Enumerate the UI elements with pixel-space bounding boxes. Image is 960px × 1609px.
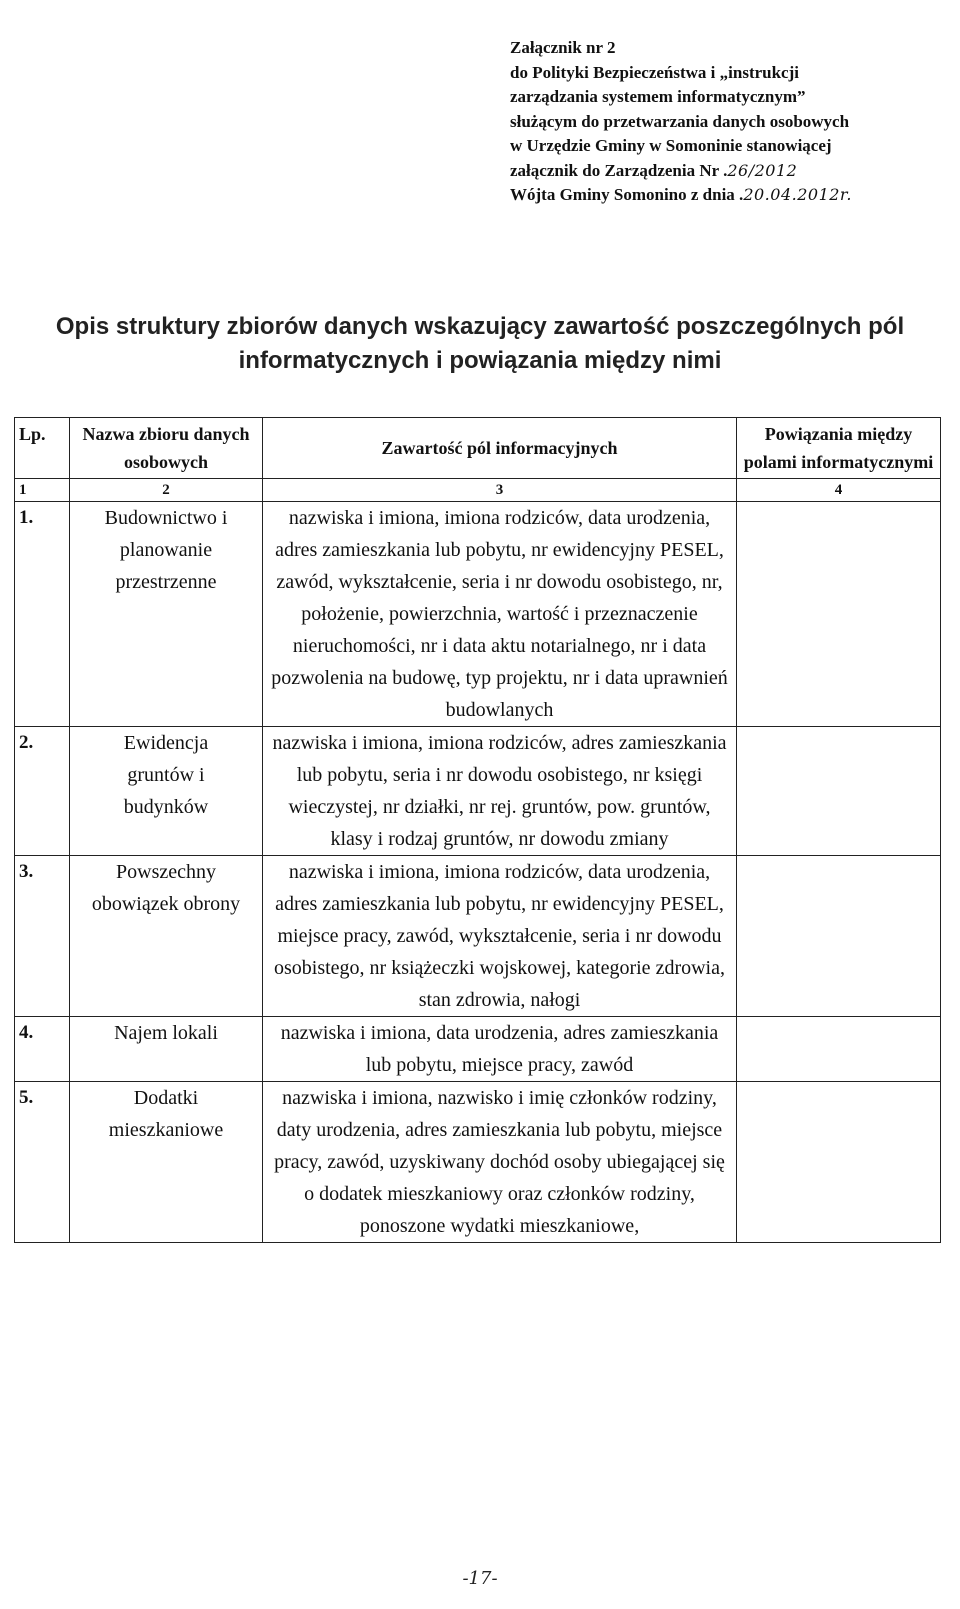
row-lp: 5.: [15, 1082, 70, 1243]
header-line-regulation-number: [510, 159, 950, 184]
row-lp: 3.: [15, 856, 70, 1017]
header-line-policy: do Polityki Bezpieczeństwa i „instrukcji: [510, 62, 799, 82]
row-field-content: nazwiska i imiona, imiona rodziców, data urodzenia, adres zamieszkania lub pobytu, nr ewidencyjny PESEL, miejsce pracy, zawód, wykształcenie, seria i nr dowodu osobistego, nr książeczki wojskowej, kategorie zdrowia, stan zdrowia, nałogi: [263, 856, 737, 1017]
row-dataset-name: Budownictwo i planowanie przestrzenne: [70, 502, 263, 727]
document-title-line-1: Opis struktury zbiorów danych wskazujący zawartość poszczególnych pól: [55, 313, 905, 340]
row-field-relations: [737, 727, 941, 856]
table-row: [15, 856, 941, 1017]
table-row: [15, 727, 941, 856]
row-field-relations: [737, 856, 941, 1017]
row-field-relations: [737, 1017, 941, 1082]
column-number: 1: [15, 479, 70, 502]
header-line-purpose: służącym do przetwarzania danych osobowych: [510, 111, 850, 131]
header-lp: Lp.: [15, 418, 70, 479]
row-lp: 1.: [15, 502, 70, 727]
header-line-office: w Urzędzie Gminy w Somoninie stanowiącej: [510, 136, 832, 155]
column-number-row: [15, 479, 941, 502]
header-field-content: Zawartość pól informacyjnych: [263, 418, 737, 479]
column-number: 3: [263, 479, 737, 502]
row-field-relations: [737, 1082, 941, 1243]
regulation-date-label: Wójta Gminy Somonino z dnia .: [510, 185, 744, 204]
row-dataset-name: Powszechny obowiązek obrony: [70, 856, 263, 1017]
attachment-header: [510, 36, 950, 208]
header-line-attachment-number: Załącznik nr 2: [510, 38, 616, 57]
regulation-number-label: załącznik do Zarządzenia Nr .: [510, 160, 728, 180]
header-dataset-name: Nazwa zbioru danych osobowych: [70, 418, 263, 479]
regulation-number-handwritten: 26/2012: [727, 160, 798, 180]
row-field-relations: [737, 502, 941, 727]
row-lp: 4.: [15, 1017, 70, 1082]
row-dataset-name: Dodatki mieszkaniowe: [70, 1082, 263, 1243]
table-header-row: [15, 418, 941, 479]
data-structure-table: [14, 417, 941, 1243]
header-line-instruction: zarządzania systemem informatycznym”: [510, 87, 806, 106]
column-number: 2: [70, 479, 263, 502]
row-lp: 2.: [15, 727, 70, 856]
header-field-relations: Powiązania między polami informatycznymi: [737, 418, 941, 479]
document-title: [0, 310, 960, 378]
table-row: [15, 1082, 941, 1243]
row-field-content: nazwiska i imiona, data urodzenia, adres zamieszkania lub pobytu, miejsce pracy, zawód: [263, 1017, 737, 1082]
row-dataset-name: Ewidencja gruntów i budynków: [70, 727, 263, 856]
page-number: -17-: [462, 1568, 498, 1589]
row-field-content: nazwiska i imiona, imiona rodziców, data urodzenia, adres zamieszkania lub pobytu, nr ewidencyjny PESEL, zawód, wykształcenie, seria i nr dowodu osobistego, nr, położenie, powierzchnia, wartość i przeznaczenie nieruchomości, nr i data aktu notarialnego, nr i data pozwolenia na budowę, typ projektu, nr i data uprawnień budowlanych: [263, 502, 737, 727]
document-title-line-2: informatycznych i powiązania między nimi: [238, 347, 722, 374]
header-line-regulation-date: [510, 183, 950, 208]
regulation-date-handwritten: 20.04.2012r.: [743, 185, 852, 204]
table-row: [15, 1017, 941, 1082]
table-row: [15, 502, 941, 727]
row-field-content: nazwiska i imiona, nazwisko i imię członków rodziny, daty urodzenia, adres zamieszkania lub pobytu, miejsce pracy, zawód, uzyskiwany dochód osoby ubiegającej się o dodatek mieszkaniowy oraz członków rodziny, ponoszone wydatki mieszkaniowe,: [263, 1082, 737, 1243]
row-field-content: nazwiska i imiona, imiona rodziców, adres zamieszkania lub pobytu, seria i nr dowodu osobistego, nr księgi wieczystej, nr działki, nr rej. gruntów, pow. gruntów, klasy i rodzaj gruntów, nr dowodu zmiany: [263, 727, 737, 856]
row-dataset-name: Najem lokali: [70, 1017, 263, 1082]
column-number: 4: [737, 479, 941, 502]
